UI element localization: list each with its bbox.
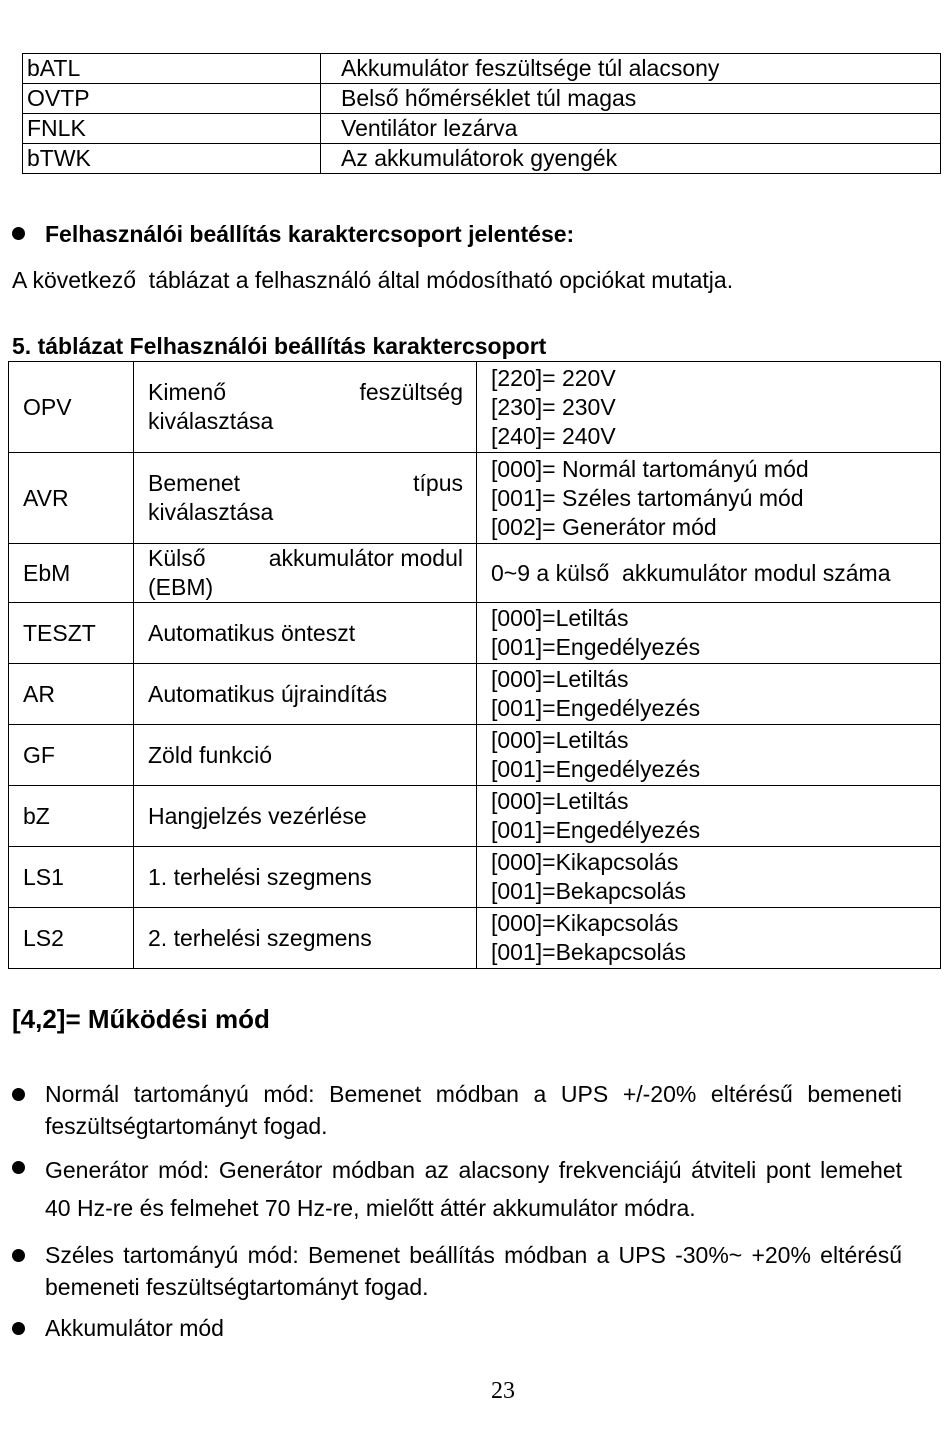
bullet-icon bbox=[12, 1088, 25, 1101]
table-row bbox=[9, 453, 941, 544]
table-row bbox=[9, 725, 941, 786]
section-heading: Felhasználói beállítás karaktercsoport jelentése: bbox=[45, 221, 575, 247]
setting-code: LS1 bbox=[9, 847, 134, 908]
setting-description: 1. terhelési szegmens bbox=[134, 847, 477, 908]
table-row bbox=[23, 144, 941, 174]
setting-value: [000]=Kikapcsolás bbox=[491, 849, 679, 875]
table-row bbox=[9, 362, 941, 453]
table-row bbox=[9, 908, 941, 969]
status-description: Az akkumulátorok gyengék bbox=[321, 144, 941, 174]
bullet-text: Normál tartományú mód: Bemenet módban a UPS +/-20% eltérésű bemeneti feszültségtartományt fogad. bbox=[45, 1081, 902, 1139]
setting-code: AR bbox=[9, 664, 134, 725]
setting-description-part: feszültség bbox=[359, 379, 463, 405]
user-settings-table bbox=[8, 361, 941, 969]
mode-heading: [4,2]= Működési mód bbox=[12, 1004, 270, 1034]
setting-values bbox=[477, 544, 941, 603]
setting-description: Automatikus önteszt bbox=[134, 603, 477, 664]
setting-description: Zöld funkció bbox=[134, 725, 477, 786]
bullet-icon bbox=[12, 1249, 25, 1262]
setting-description-part: Külső bbox=[148, 545, 206, 571]
setting-code: OPV bbox=[9, 362, 134, 453]
bullet-text: Széles tartományú mód: Bemenet beállítás módban a UPS -30%~ +20% eltérésű bemeneti feszültségtartományt fogad. bbox=[45, 1242, 902, 1300]
status-code: FNLK bbox=[23, 114, 321, 144]
setting-value: [001]=Engedélyezés bbox=[491, 817, 701, 843]
setting-values bbox=[477, 725, 941, 786]
setting-value: [001]=Engedélyezés bbox=[491, 634, 701, 660]
setting-values bbox=[477, 453, 941, 544]
setting-value: [001]=Engedélyezés bbox=[491, 695, 701, 721]
setting-description bbox=[134, 544, 477, 603]
setting-description: Hangjelzés vezérlése bbox=[134, 786, 477, 847]
setting-value: [000]= Normál tartományú mód bbox=[491, 455, 809, 482]
setting-value: [230]= 230V bbox=[491, 393, 616, 420]
setting-description: Automatikus újraindítás bbox=[134, 664, 477, 725]
table-row bbox=[9, 544, 941, 603]
setting-value: [000]=Letiltás bbox=[491, 727, 629, 753]
bullet-icon bbox=[12, 1322, 25, 1335]
status-description: Ventilátor lezárva bbox=[321, 114, 941, 144]
setting-description-part: Kimenő bbox=[148, 379, 226, 405]
setting-description bbox=[134, 453, 477, 544]
setting-value: [220]= 220V bbox=[491, 364, 616, 391]
status-code: bATL bbox=[23, 54, 321, 84]
setting-code: EbM bbox=[9, 544, 134, 603]
setting-value: [001]=Engedélyezés bbox=[491, 756, 701, 782]
table-row bbox=[9, 603, 941, 664]
table-row bbox=[9, 664, 941, 725]
setting-description-part: akkumulátor modul bbox=[268, 545, 463, 571]
table-row bbox=[9, 847, 941, 908]
table-row bbox=[23, 54, 941, 84]
setting-value: [001]= Széles tartományú mód bbox=[491, 484, 804, 511]
bullet-text: Generátor mód: Generátor módban az alacsony frekvenciájú átviteli pont lemehet 40 Hz-re és felmehet 70 Hz-re, mielőtt áttér akkumulátor módra. bbox=[45, 1157, 902, 1221]
setting-description bbox=[134, 362, 477, 453]
setting-values bbox=[477, 908, 941, 969]
setting-description-part: (EBM) bbox=[148, 574, 214, 600]
setting-values bbox=[477, 603, 941, 664]
setting-description-part: kiválasztása bbox=[148, 499, 274, 525]
setting-value: [000]=Kikapcsolás bbox=[491, 910, 679, 936]
table-row bbox=[9, 786, 941, 847]
setting-values bbox=[477, 847, 941, 908]
setting-values bbox=[477, 786, 941, 847]
status-code: bTWK bbox=[23, 144, 321, 174]
setting-code: GF bbox=[9, 725, 134, 786]
setting-value: [000]=Letiltás bbox=[491, 605, 629, 631]
setting-value: 0~9 a külső akkumulátor modul száma bbox=[491, 559, 891, 586]
status-code: OVTP bbox=[23, 84, 321, 114]
bullet-text: Akkumulátor mód bbox=[45, 1315, 224, 1341]
setting-code: TESZT bbox=[9, 603, 134, 664]
setting-value: [002]= Generátor mód bbox=[491, 513, 717, 540]
setting-code: bZ bbox=[9, 786, 134, 847]
setting-values bbox=[477, 362, 941, 453]
table-caption: 5. táblázat Felhasználói beállítás karaktercsoport bbox=[12, 333, 547, 359]
setting-values bbox=[477, 664, 941, 725]
setting-description: 2. terhelési szegmens bbox=[134, 908, 477, 969]
page-number: 23 bbox=[491, 1378, 515, 1404]
status-description: Belső hőmérséklet túl magas bbox=[321, 84, 941, 114]
status-code-table bbox=[22, 53, 941, 174]
bullet-icon bbox=[12, 227, 25, 240]
setting-code: LS2 bbox=[9, 908, 134, 969]
setting-value: [000]=Letiltás bbox=[491, 788, 629, 814]
setting-code: AVR bbox=[9, 453, 134, 544]
setting-value: [000]=Letiltás bbox=[491, 666, 629, 692]
table-row bbox=[23, 84, 941, 114]
table-row bbox=[23, 114, 941, 144]
status-description: Akkumulátor feszültsége túl alacsony bbox=[321, 54, 941, 84]
setting-description-part: típus bbox=[413, 470, 463, 496]
setting-value: [001]=Bekapcsolás bbox=[491, 878, 686, 904]
setting-description-part: kiválasztása bbox=[148, 408, 274, 434]
bullet-icon bbox=[12, 1161, 25, 1174]
setting-value: [240]= 240V bbox=[491, 422, 616, 449]
setting-value: [001]=Bekapcsolás bbox=[491, 939, 686, 965]
setting-description-part: Bemenet bbox=[148, 470, 241, 496]
intro-paragraph: A következő táblázat a felhasználó által módosítható opciókat mutatja. bbox=[12, 267, 734, 293]
